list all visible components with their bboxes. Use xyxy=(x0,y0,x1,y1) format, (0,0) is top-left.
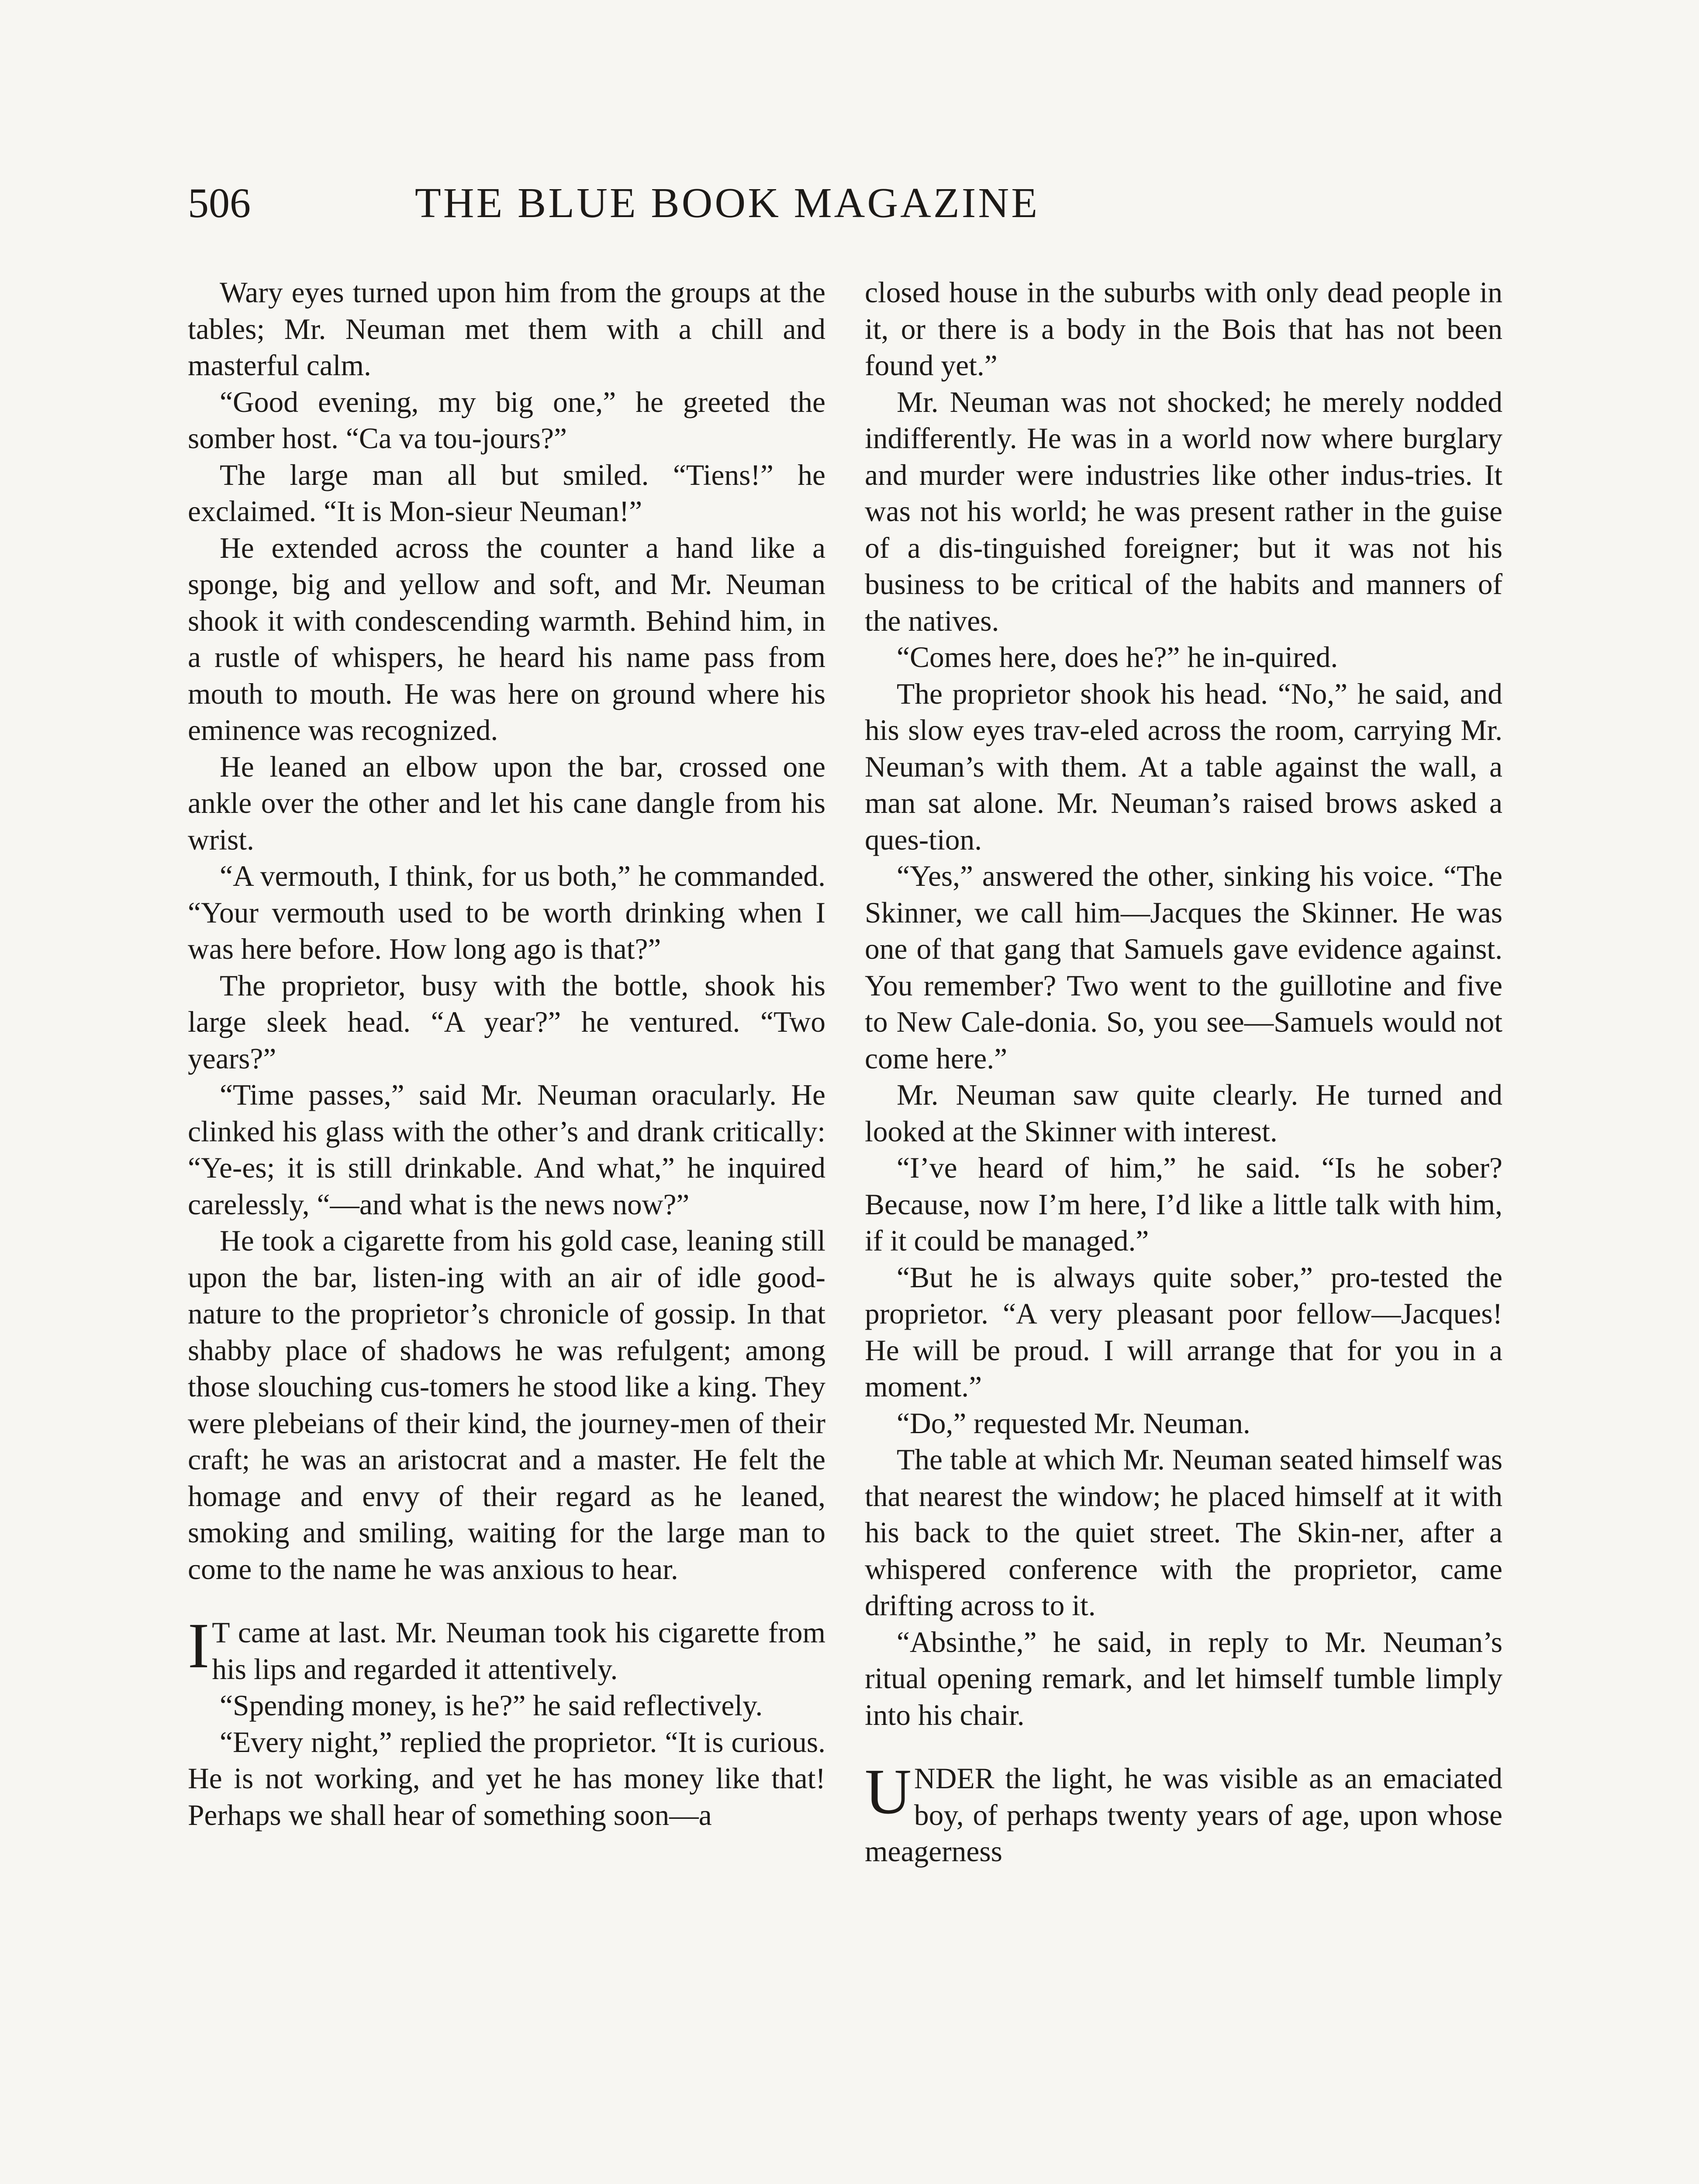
paragraph: He took a cigarette from his gold case, leaning still upon the bar, listen-ing with an air of idle good-nature to the proprietor’s chronicle of gossip. In that shabby place of shadows he was refulgent; among those slouching cus-tomers he stood like a king. They were plebeians of their kind, the journey-men of their craft; he was an aristocrat and a master. He felt the homage and envy of their regard as he leaned, smoking and smiling, waiting for the large man to come to the name he was anxious to hear. xyxy=(188,1224,825,1586)
section-paragraph xyxy=(188,1610,825,1687)
paragraph: “Absinthe,” he said, in reply to Mr. Neuman’s ritual opening remark, and let himself tumble limply into his chair. xyxy=(865,1625,1502,1731)
paragraph: The proprietor, busy with the bottle, shook his large sleek head. “A year?” he ventured. “Two years?” xyxy=(188,969,825,1075)
magazine-title: THE BLUE BOOK MAGAZINE xyxy=(414,180,1040,227)
paragraph: “Good evening, my big one,” he greeted the somber host. “Ca va tou-jours?” xyxy=(188,385,825,455)
paragraph: “But he is always quite sober,” pro-tested the proprietor. “A very pleasant poor fellow—Jacques! He will be proud. I will arrange that for you in a moment.” xyxy=(865,1261,1502,1403)
paragraph: “Yes,” answered the other, sinking his voice. “The Skinner, we call him—Jacques the Skinner. He was one of that gang that Samuels gave evidence against. You remember? Two went to the guillotine and five to New Cale-donia. So, you see—Samuels would not come here.” xyxy=(865,860,1502,1075)
paragraph: “Do,” requested Mr. Neuman. xyxy=(897,1406,1250,1440)
paragraph: Mr. Neuman was not shocked; he merely nodded indifferently. He was in a world now where burglary and murder were industries like other indus-tries. It was not his world; he was present rather in the guise of a dis-tinguished foreigner; but it was not his business to be critical of the habits and manners of the natives. xyxy=(865,385,1502,637)
paragraph: “I’ve heard of him,” he said. “Is he sober? Because, now I’m here, I’d like a little talk with him, if it could be managed.” xyxy=(865,1151,1502,1257)
right-column xyxy=(865,274,1502,1870)
paragraph: The table at which Mr. Neuman seated himself was that nearest the window; he placed himself at it with his back to the quiet street. The Skin-ner, after a whispered conference with the proprietor, came drifting across to it. xyxy=(865,1443,1502,1622)
section-text: NDER the light, he was visible as an emaciated boy, of perhaps twenty years of age, upon whose meagerness xyxy=(865,1762,1502,1868)
left-column xyxy=(188,274,825,1833)
paragraph: The proprietor shook his head. “No,” he said, and his slow eyes trav-eled across the room, carrying Mr. Neuman’s with them. At a table against the wall, a man sat alone. Mr. Neuman’s raised brows asked a ques-tion. xyxy=(865,677,1502,856)
paragraph: “Comes here, does he?” he in-quired. xyxy=(897,641,1338,674)
paragraph: He leaned an elbow upon the bar, crossed one ankle over the other and let his cane dangle from his wrist. xyxy=(188,750,825,856)
paragraph: “Every night,” replied the proprietor. “It is curious. He is not working, and yet he has money like that! Perhaps we shall hear of something soon—a xyxy=(188,1725,825,1832)
drop-cap: I xyxy=(188,1610,210,1682)
paragraph: The large man all but smiled. “Tiens!” he exclaimed. “It is Mon-sieur Neuman!” xyxy=(188,458,825,528)
running-header xyxy=(188,173,1214,238)
paragraph: He extended across the counter a hand like a sponge, big and yellow and soft, and Mr. Neuman shook it with condescending warmth. Behind him, in a rustle of whispers, he heard his name pass from mouth to mouth. He was here on ground where his eminence was recognized. xyxy=(188,531,825,746)
paragraph: “Spending money, is he?” he said reflectively. xyxy=(220,1689,763,1722)
paragraph: Wary eyes turned upon him from the groups at the tables; Mr. Neuman met them with a chill and masterful calm. xyxy=(188,276,825,382)
page-number: 506 xyxy=(188,180,251,226)
continued-paragraph: closed house in the suburbs with only dead people in it, or there is a body in the Bois that has not been found yet.” xyxy=(865,276,1502,382)
drop-cap: U xyxy=(865,1756,912,1828)
section-text: T came at last. Mr. Neuman took his cigarette from his lips and regarded it attentively. xyxy=(212,1616,825,1686)
paragraph: Mr. Neuman saw quite clearly. He turned and looked at the Skinner with interest. xyxy=(865,1078,1502,1148)
paragraph: “A vermouth, I think, for us both,” he commanded. “Your vermouth used to be worth drinking when I was here before. How long ago is that?” xyxy=(188,860,825,965)
paragraph: “Time passes,” said Mr. Neuman oracularly. He clinked his glass with the other’s and drank critically: “Ye-es; it is still drinkable. And what,” he inquired carelessly, “—and what is the news now?” xyxy=(188,1078,825,1221)
section-paragraph xyxy=(865,1756,1502,1870)
